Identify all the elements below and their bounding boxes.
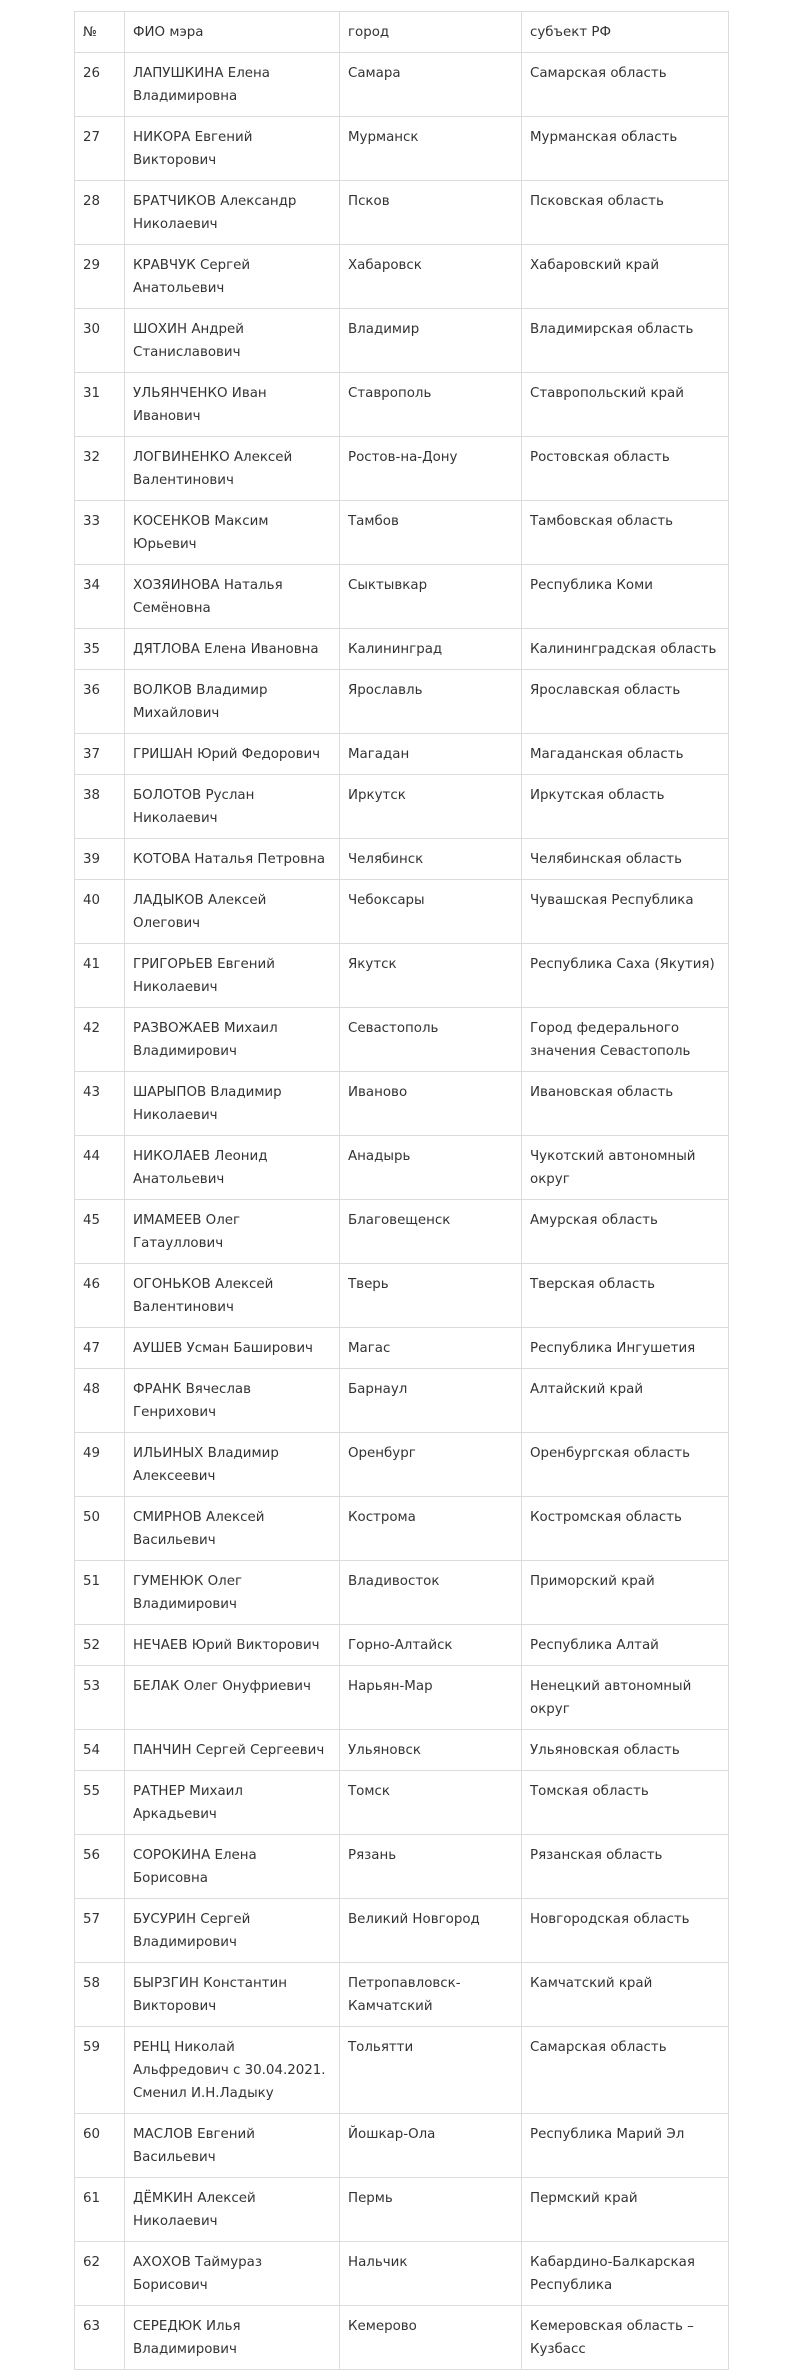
cell-number: 51 (75, 1561, 125, 1625)
cell-number: 53 (75, 1666, 125, 1730)
table-row (75, 1963, 729, 2027)
table-row (75, 670, 729, 734)
cell-number: 46 (75, 1264, 125, 1328)
cell-mayor-name: ШАРЫПОВ Владимир Николаевич (125, 1072, 340, 1136)
cell-subject: Республика Саха (Якутия) (522, 944, 729, 1008)
table-row (75, 2027, 729, 2114)
cell-subject: Костромская область (522, 1497, 729, 1561)
cell-mayor-name: УЛЬЯНЧЕНКО Иван Иванович (125, 373, 340, 437)
cell-city: Пермь (340, 2178, 522, 2242)
table-row (75, 2178, 729, 2242)
cell-mayor-name: ОГОНЬКОВ Алексей Валентинович (125, 1264, 340, 1328)
cell-number: 57 (75, 1899, 125, 1963)
table-row (75, 1369, 729, 1433)
cell-number: 43 (75, 1072, 125, 1136)
table-row (75, 944, 729, 1008)
cell-subject: Пермский край (522, 2178, 729, 2242)
table-header-row (75, 12, 729, 53)
cell-mayor-name: ГУМЕНЮК Олег Владимирович (125, 1561, 340, 1625)
cell-city: Иваново (340, 1072, 522, 1136)
cell-number: 30 (75, 309, 125, 373)
cell-city: Оренбург (340, 1433, 522, 1497)
cell-mayor-name: ШОХИН Андрей Станиславович (125, 309, 340, 373)
cell-mayor-name: МАСЛОВ Евгений Васильевич (125, 2114, 340, 2178)
cell-mayor-name: СОРОКИНА Елена Борисовна (125, 1835, 340, 1899)
table-row (75, 501, 729, 565)
cell-subject: Кемеровская область – Кузбасс (522, 2306, 729, 2370)
mayors-table-container (74, 11, 728, 2370)
cell-number: 61 (75, 2178, 125, 2242)
cell-mayor-name: ИЛЬИНЫХ Владимир Алексеевич (125, 1433, 340, 1497)
cell-mayor-name: ДЁМКИН Алексей Николаевич (125, 2178, 340, 2242)
cell-subject: Республика Коми (522, 565, 729, 629)
table-row (75, 1835, 729, 1899)
cell-city: Ростов-на-Дону (340, 437, 522, 501)
cell-mayor-name: ЛАДЫКОВ Алексей Олегович (125, 880, 340, 944)
cell-subject: Рязанская область (522, 1835, 729, 1899)
table-row (75, 775, 729, 839)
cell-subject: Чукотский автономный округ (522, 1136, 729, 1200)
cell-subject: Ульяновская область (522, 1730, 729, 1771)
cell-number: 50 (75, 1497, 125, 1561)
table-row (75, 309, 729, 373)
cell-subject: Республика Марий Эл (522, 2114, 729, 2178)
cell-city: Калининград (340, 629, 522, 670)
cell-number: 28 (75, 181, 125, 245)
cell-mayor-name: ЛОГВИНЕНКО Алексей Валентинович (125, 437, 340, 501)
cell-mayor-name: РЕНЦ Николай Альфредович с 30.04.2021. Сменил И.Н.Ладыку (125, 2027, 340, 2114)
cell-number: 49 (75, 1433, 125, 1497)
cell-mayor-name: СМИРНОВ Алексей Васильевич (125, 1497, 340, 1561)
cell-subject: Ивановская область (522, 1072, 729, 1136)
cell-subject: Самарская область (522, 2027, 729, 2114)
cell-mayor-name: ВОЛКОВ Владимир Михайлович (125, 670, 340, 734)
cell-subject: Приморский край (522, 1561, 729, 1625)
table-row (75, 437, 729, 501)
cell-subject: Ярославская область (522, 670, 729, 734)
cell-number: 59 (75, 2027, 125, 2114)
header-number: № (75, 12, 125, 53)
cell-mayor-name: ЛАПУШКИНА Елена Владимировна (125, 53, 340, 117)
cell-city: Барнаул (340, 1369, 522, 1433)
cell-city: Йошкар-Ола (340, 2114, 522, 2178)
table-row (75, 1899, 729, 1963)
cell-city: Тамбов (340, 501, 522, 565)
cell-city: Ярославль (340, 670, 522, 734)
cell-number: 44 (75, 1136, 125, 1200)
table-row (75, 1497, 729, 1561)
cell-number: 27 (75, 117, 125, 181)
cell-city: Чебоксары (340, 880, 522, 944)
cell-mayor-name: АУШЕВ Усман Баширович (125, 1328, 340, 1369)
cell-mayor-name: БУСУРИН Сергей Владимирович (125, 1899, 340, 1963)
cell-number: 26 (75, 53, 125, 117)
cell-number: 55 (75, 1771, 125, 1835)
table-row (75, 2306, 729, 2370)
cell-number: 52 (75, 1625, 125, 1666)
cell-city: Великий Новгород (340, 1899, 522, 1963)
cell-subject: Республика Алтай (522, 1625, 729, 1666)
cell-mayor-name: ДЯТЛОВА Елена Ивановна (125, 629, 340, 670)
cell-subject: Алтайский край (522, 1369, 729, 1433)
cell-subject: Оренбургская область (522, 1433, 729, 1497)
table-row (75, 245, 729, 309)
cell-city: Псков (340, 181, 522, 245)
table-body (75, 53, 729, 2370)
cell-mayor-name: ФРАНК Вячеслав Генрихович (125, 1369, 340, 1433)
cell-number: 37 (75, 734, 125, 775)
cell-number: 31 (75, 373, 125, 437)
cell-subject: Ростовская область (522, 437, 729, 501)
cell-mayor-name: НИКОРА Евгений Викторович (125, 117, 340, 181)
cell-city: Владивосток (340, 1561, 522, 1625)
cell-city: Кемерово (340, 2306, 522, 2370)
cell-number: 39 (75, 839, 125, 880)
cell-city: Хабаровск (340, 245, 522, 309)
cell-city: Томск (340, 1771, 522, 1835)
cell-subject: Республика Ингушетия (522, 1328, 729, 1369)
cell-subject: Ставропольский край (522, 373, 729, 437)
table-row (75, 880, 729, 944)
cell-city: Севастополь (340, 1008, 522, 1072)
header-subject: субъект РФ (522, 12, 729, 53)
cell-subject: Самарская область (522, 53, 729, 117)
cell-city: Анадырь (340, 1136, 522, 1200)
table-row (75, 1625, 729, 1666)
table-row (75, 53, 729, 117)
cell-subject: Псковская область (522, 181, 729, 245)
cell-subject: Иркутская область (522, 775, 729, 839)
cell-number: 41 (75, 944, 125, 1008)
table-row (75, 1200, 729, 1264)
table-row (75, 1730, 729, 1771)
header-mayor-name: ФИО мэра (125, 12, 340, 53)
cell-number: 40 (75, 880, 125, 944)
cell-city: Самара (340, 53, 522, 117)
table-row (75, 734, 729, 775)
cell-mayor-name: ХОЗЯИНОВА Наталья Семёновна (125, 565, 340, 629)
cell-subject: Магаданская область (522, 734, 729, 775)
cell-number: 54 (75, 1730, 125, 1771)
cell-number: 45 (75, 1200, 125, 1264)
cell-subject: Тамбовская область (522, 501, 729, 565)
cell-subject: Город федерального значения Севастополь (522, 1008, 729, 1072)
table-row (75, 2242, 729, 2306)
cell-number: 48 (75, 1369, 125, 1433)
table-row (75, 1264, 729, 1328)
cell-city: Кострома (340, 1497, 522, 1561)
cell-city: Магадан (340, 734, 522, 775)
cell-mayor-name: АХОХОВ Таймураз Борисович (125, 2242, 340, 2306)
cell-number: 32 (75, 437, 125, 501)
cell-number: 42 (75, 1008, 125, 1072)
cell-city: Мурманск (340, 117, 522, 181)
cell-subject: Томская область (522, 1771, 729, 1835)
cell-subject: Кабардино-Балкарская Республика (522, 2242, 729, 2306)
cell-subject: Камчатский край (522, 1963, 729, 2027)
cell-mayor-name: БОЛОТОВ Руслан Николаевич (125, 775, 340, 839)
cell-city: Владимир (340, 309, 522, 373)
table-row (75, 1072, 729, 1136)
cell-number: 60 (75, 2114, 125, 2178)
cell-city: Иркутск (340, 775, 522, 839)
cell-number: 35 (75, 629, 125, 670)
cell-mayor-name: ПАНЧИН Сергей Сергеевич (125, 1730, 340, 1771)
cell-city: Якутск (340, 944, 522, 1008)
cell-subject: Амурская область (522, 1200, 729, 1264)
table-row (75, 1561, 729, 1625)
cell-mayor-name: НЕЧАЕВ Юрий Викторович (125, 1625, 340, 1666)
cell-number: 29 (75, 245, 125, 309)
cell-mayor-name: КОТОВА Наталья Петровна (125, 839, 340, 880)
table-row (75, 373, 729, 437)
cell-mayor-name: РАТНЕР Михаил Аркадьевич (125, 1771, 340, 1835)
cell-subject: Хабаровский край (522, 245, 729, 309)
cell-mayor-name: СЕРЕДЮК Илья Владимирович (125, 2306, 340, 2370)
cell-subject: Чувашская Республика (522, 880, 729, 944)
cell-city: Ульяновск (340, 1730, 522, 1771)
mayors-table (74, 11, 729, 2370)
cell-city: Тольятти (340, 2027, 522, 2114)
cell-mayor-name: КРАВЧУК Сергей Анатольевич (125, 245, 340, 309)
cell-mayor-name: БЕЛАК Олег Онуфриевич (125, 1666, 340, 1730)
cell-city: Нальчик (340, 2242, 522, 2306)
cell-city: Горно-Алтайск (340, 1625, 522, 1666)
cell-number: 58 (75, 1963, 125, 2027)
table-row (75, 565, 729, 629)
table-row (75, 1771, 729, 1835)
cell-city: Ставрополь (340, 373, 522, 437)
cell-mayor-name: КОСЕНКОВ Максим Юрьевич (125, 501, 340, 565)
table-row (75, 181, 729, 245)
cell-mayor-name: БЫРЗГИН Константин Викторович (125, 1963, 340, 2027)
table-row (75, 1666, 729, 1730)
cell-city: Челябинск (340, 839, 522, 880)
cell-number: 62 (75, 2242, 125, 2306)
cell-city: Рязань (340, 1835, 522, 1899)
cell-subject: Тверская область (522, 1264, 729, 1328)
table-row (75, 1433, 729, 1497)
table-row (75, 117, 729, 181)
cell-mayor-name: РАЗВОЖАЕВ Михаил Владимирович (125, 1008, 340, 1072)
cell-mayor-name: БРАТЧИКОВ Александр Николаевич (125, 181, 340, 245)
cell-subject: Челябинская область (522, 839, 729, 880)
table-row (75, 1008, 729, 1072)
header-city: город (340, 12, 522, 53)
cell-subject: Новгородская область (522, 1899, 729, 1963)
cell-mayor-name: ГРИШАН Юрий Федорович (125, 734, 340, 775)
cell-number: 63 (75, 2306, 125, 2370)
cell-subject: Владимирская область (522, 309, 729, 373)
cell-city: Тверь (340, 1264, 522, 1328)
cell-city: Магас (340, 1328, 522, 1369)
cell-number: 56 (75, 1835, 125, 1899)
cell-city: Нарьян-Мар (340, 1666, 522, 1730)
cell-subject: Мурманская область (522, 117, 729, 181)
table-row (75, 2114, 729, 2178)
cell-mayor-name: ГРИГОРЬЕВ Евгений Николаевич (125, 944, 340, 1008)
cell-number: 36 (75, 670, 125, 734)
cell-mayor-name: ИМАМЕЕВ Олег Гатауллович (125, 1200, 340, 1264)
table-row (75, 1136, 729, 1200)
cell-city: Сыктывкар (340, 565, 522, 629)
cell-number: 34 (75, 565, 125, 629)
cell-number: 38 (75, 775, 125, 839)
cell-number: 33 (75, 501, 125, 565)
table-row (75, 839, 729, 880)
cell-city: Петропавловск-Камчатский (340, 1963, 522, 2027)
cell-subject: Ненецкий автономный округ (522, 1666, 729, 1730)
table-row (75, 1328, 729, 1369)
cell-city: Благовещенск (340, 1200, 522, 1264)
cell-number: 47 (75, 1328, 125, 1369)
cell-mayor-name: НИКОЛАЕВ Леонид Анатольевич (125, 1136, 340, 1200)
cell-subject: Калининградская область (522, 629, 729, 670)
table-row (75, 629, 729, 670)
